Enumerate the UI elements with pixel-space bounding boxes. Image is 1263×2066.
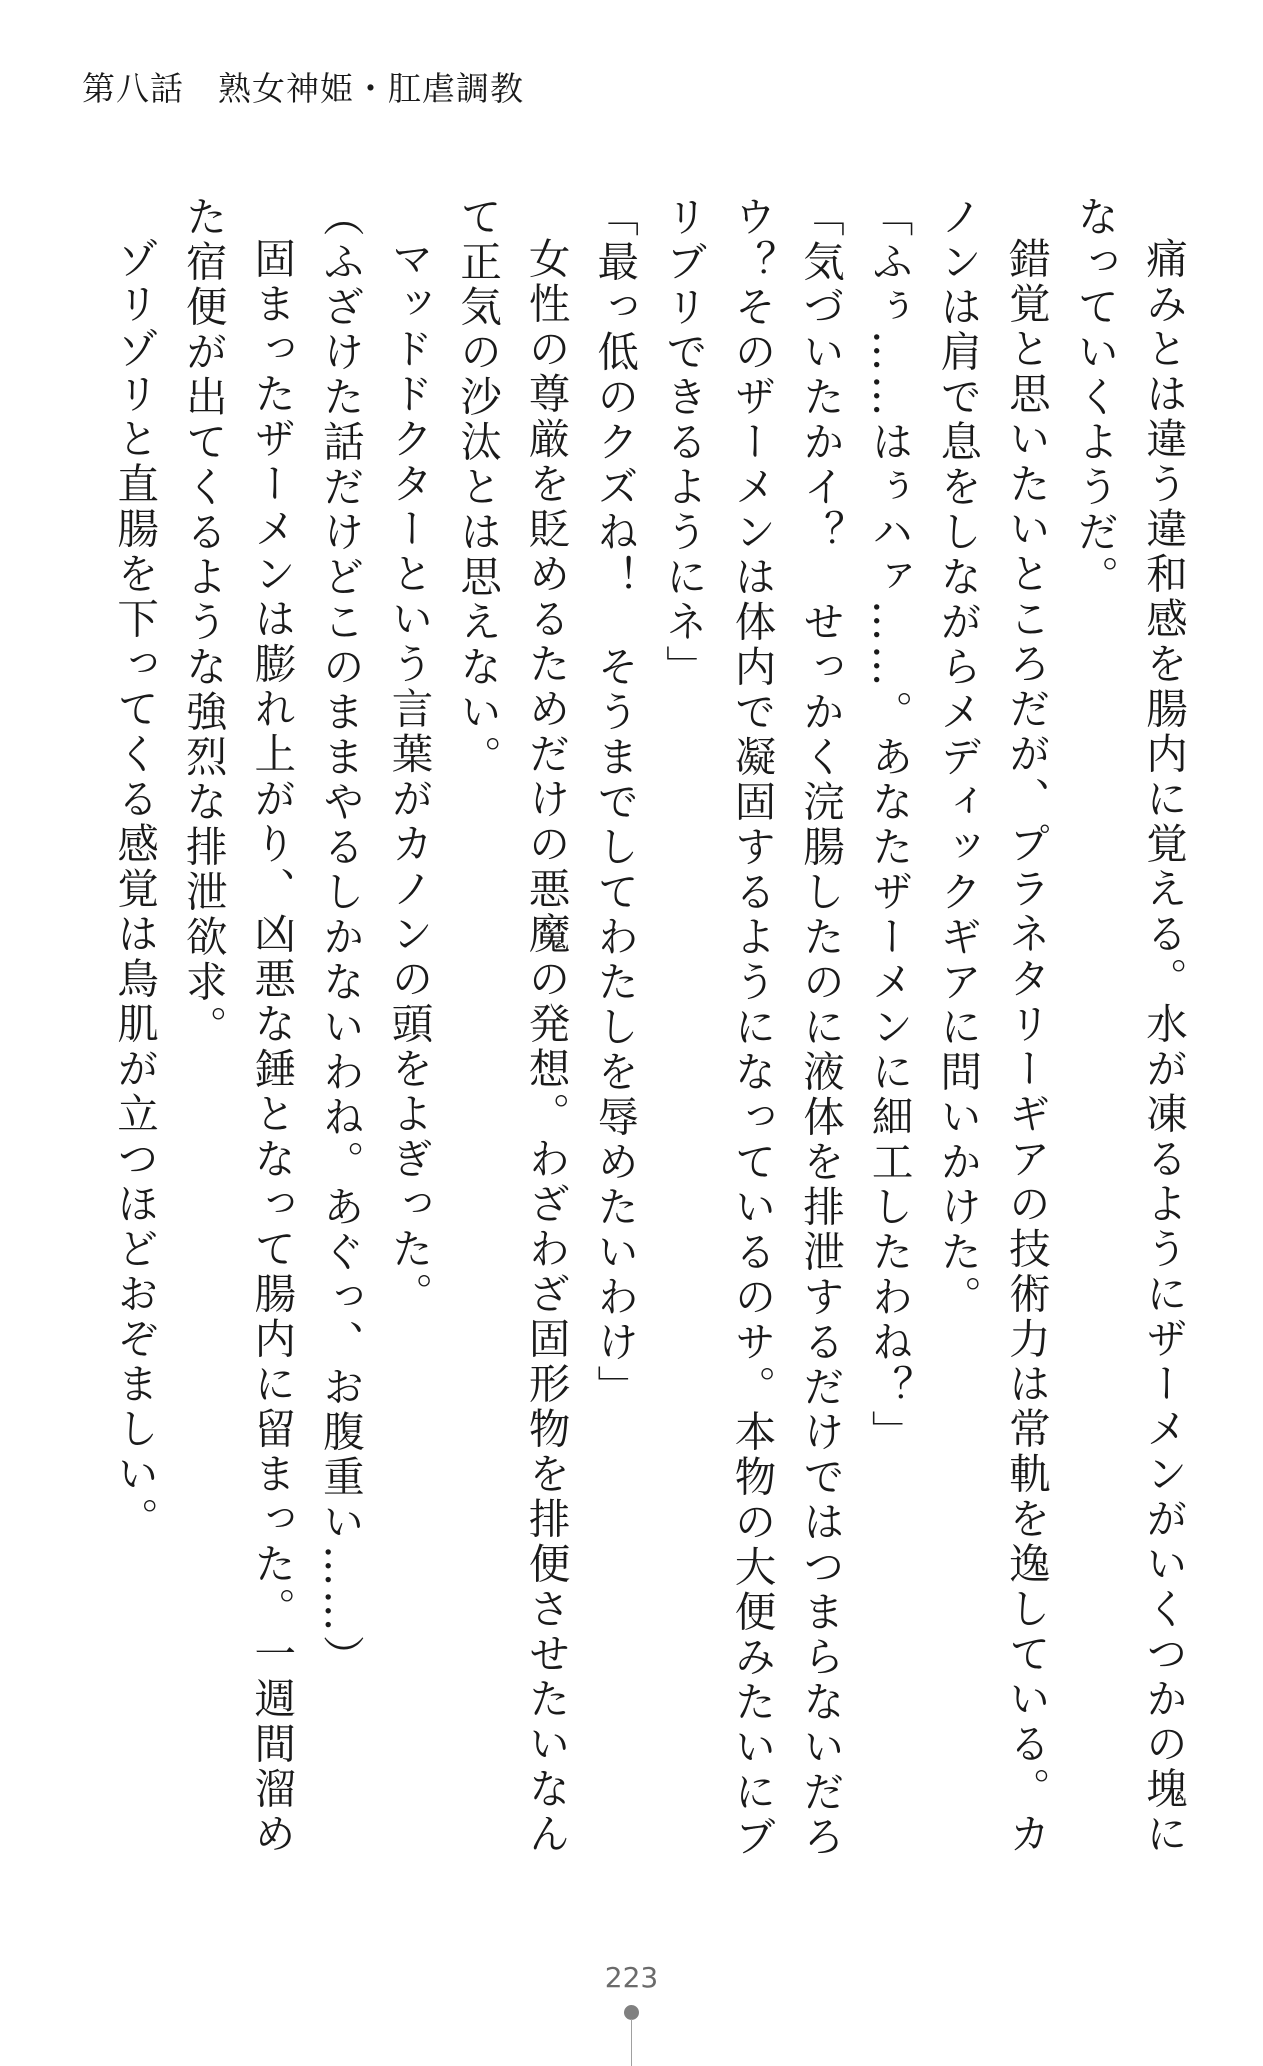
page-number: 223 — [604, 1961, 659, 1994]
dialogue-line: 「ふぅ……はぅハァ……。あなたザーメンに細工したわね？」 — [864, 195, 914, 1455]
paragraph: 錯覚と思いたいところだが、プラネタリーギアの技術力は常軌を逸している。カノンは肩で息をしながらメディックギアに問いかけた。 — [933, 195, 1051, 1857]
page-marker-line — [631, 2019, 632, 2066]
dialogue-line: 「最っ低のクズね！ そうまでしてわたしを辱めたいわけ」 — [590, 195, 640, 1410]
paragraph: ゾリゾリと直腸を下ってくる感覚は鳥肌が立つほどおぞましい。 — [110, 236, 160, 1542]
running-header: 第八話 熟女神姫・肛虐調教 — [82, 69, 524, 108]
paragraph: 女性の尊厳を貶めるためだけの悪魔の発想。わざわざ固形物を排便させたいなんて正気の沙汰とは思えない。 — [453, 195, 571, 1857]
body-text — [87, 195, 1197, 1890]
dialogue-line: 「気づいたかイ？ せっかく浣腸したのに液体を排泄するだけではつまらないだろウ？そのザーメンは体内で凝固するようになっているのサ。本物の大便みたいにブリブリできるようにネ」 — [658, 195, 846, 1860]
page-marker-dot — [624, 2005, 639, 2020]
paragraph: マッドドクターという言葉がカノンの頭をよぎった。 — [384, 236, 434, 1317]
paragraph: 固まったザーメンは膨れ上がり、凶悪な錘となって腸内に留まった。一週間溜めた宿便が出てくるような強烈な排泄欲求。 — [178, 195, 297, 1857]
paragraph: 痛みとは違う違和感を腸内に覚える。水が凍るようにザーメンがいくつかの塊になっていくようだ。 — [1070, 195, 1188, 1857]
inner-thought-line: （ふざけた話だけどこのままやるしかないわね。あぐっ、お腹重い……） — [315, 195, 365, 1680]
